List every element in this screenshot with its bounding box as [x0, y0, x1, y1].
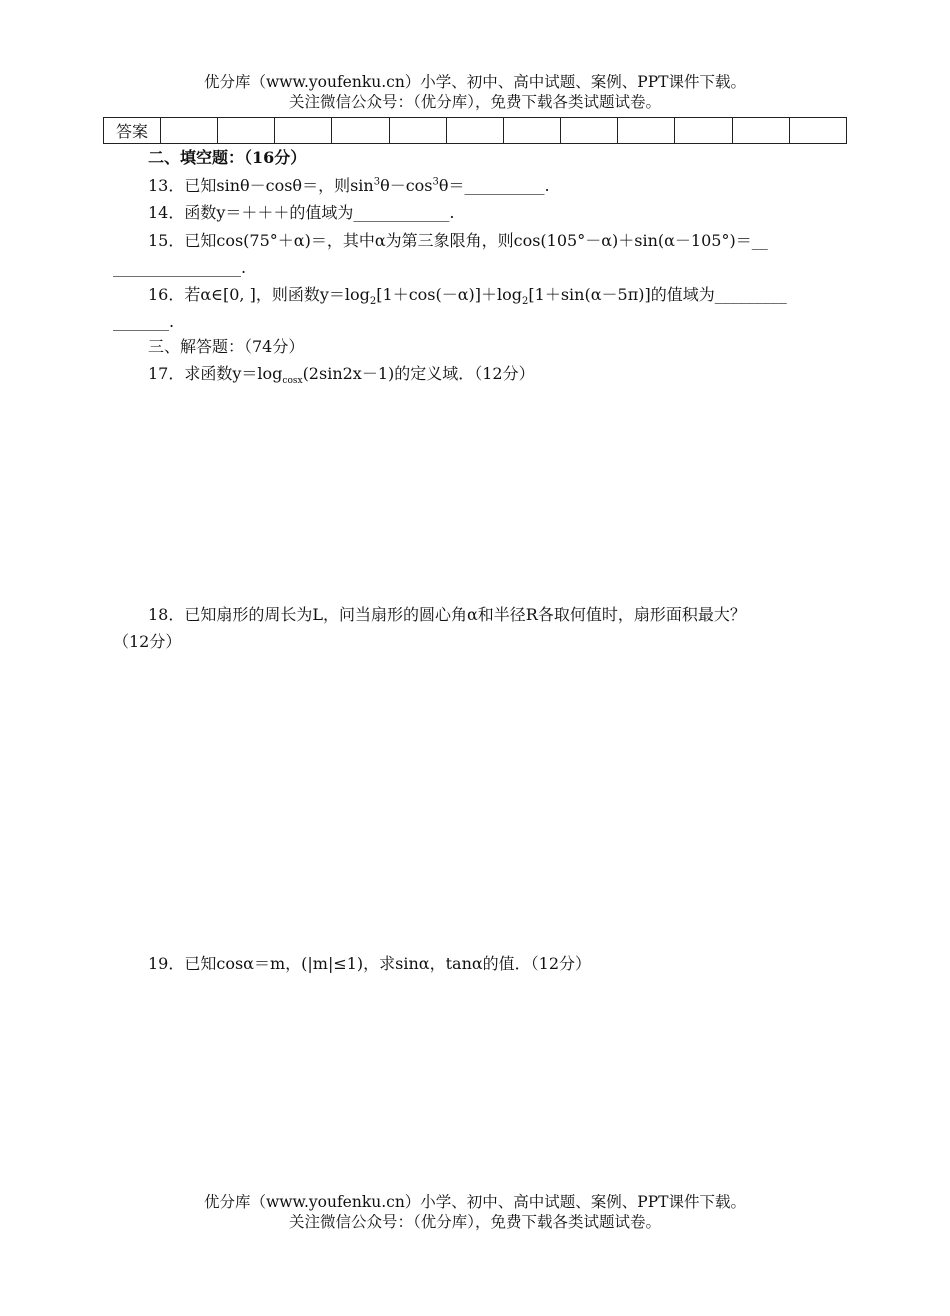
section-2-title: 二、填空题：（16分） [148, 148, 307, 167]
footer-line-2: 关注微信公众号：（优分库），免费下载各类试题试卷。 [288, 1213, 661, 1231]
q16-sub-1: 2 [369, 296, 377, 308]
footer-line-1: 优分库（www.youfenku.cn）小学、初中、高中试题、案例、PPT课件下载。 [203, 1193, 747, 1211]
answer-cell [503, 118, 560, 144]
question-15-line-2: ________________. [113, 258, 247, 277]
q16-part-c: [1＋sin(α－5π)]的值域为_________ [528, 285, 787, 304]
question-15-line-1: 15．已知cos(75°＋α)＝，其中α为第三象限角，则cos(105°－α)＋sin(α－105°)＝__ [148, 231, 768, 250]
answer-cell [789, 118, 846, 144]
header-line-2: 关注微信公众号：（优分库），免费下载各类试题试卷。 [288, 93, 661, 111]
q17-part-a: 17．求函数y＝log [148, 364, 283, 383]
q16-sub-2: 2 [522, 296, 529, 308]
answer-cell [389, 118, 446, 144]
question-18-line-1: 18．已知扇形的周长为L，问当扇形的圆心角α和半径R各取何值时，扇形面积最大？ [148, 605, 746, 624]
question-17 [148, 363, 535, 385]
answer-cell [618, 118, 675, 144]
answer-row [104, 118, 847, 144]
answer-table [103, 117, 847, 144]
answer-cell [675, 118, 732, 144]
answer-cell [446, 118, 503, 144]
question-16-line-1 [148, 284, 787, 306]
q13-part-c: θ＝__________. [438, 176, 550, 195]
answer-label: 答案 [104, 118, 161, 144]
question-19: 19．已知cosα＝m，(|m|≤1)，求sinα，tanα的值．（12分） [148, 954, 592, 973]
header-line-1: 优分库（www.youfenku.cn）小学、初中、高中试题、案例、PPT课件下载。 [203, 73, 747, 91]
answer-cell [161, 118, 218, 144]
q13-sup-1: 3 [373, 176, 381, 188]
page-header [0, 72, 950, 112]
answer-cell [732, 118, 789, 144]
answer-cell [561, 118, 618, 144]
answer-cell [218, 118, 275, 144]
question-13 [148, 175, 550, 197]
answer-cell [332, 118, 389, 144]
q16-part-a: 16．若α∈[0, ]，则函数y＝log [148, 285, 370, 304]
question-16-line-2: _______. [113, 312, 175, 331]
q16-part-b: [1＋cos(－α)]＋log [376, 285, 523, 304]
question-18-line-2: （12分） [113, 632, 182, 651]
question-14: 14．函数y＝＋＋＋的值域为____________. [148, 203, 455, 222]
q13-sup-2: 3 [432, 176, 439, 188]
section-3-title: 三、解答题：（74分） [148, 337, 305, 356]
answer-cell [275, 118, 332, 144]
q17-sub: cosx [282, 376, 303, 387]
q13-part-b: θ－cos [380, 176, 433, 195]
page-footer [0, 1192, 950, 1232]
q13-part-a: 13．已知sinθ－cosθ＝，则sin [148, 176, 374, 195]
q17-part-b: (2sin2x－1)的定义域．（12分） [302, 364, 535, 383]
